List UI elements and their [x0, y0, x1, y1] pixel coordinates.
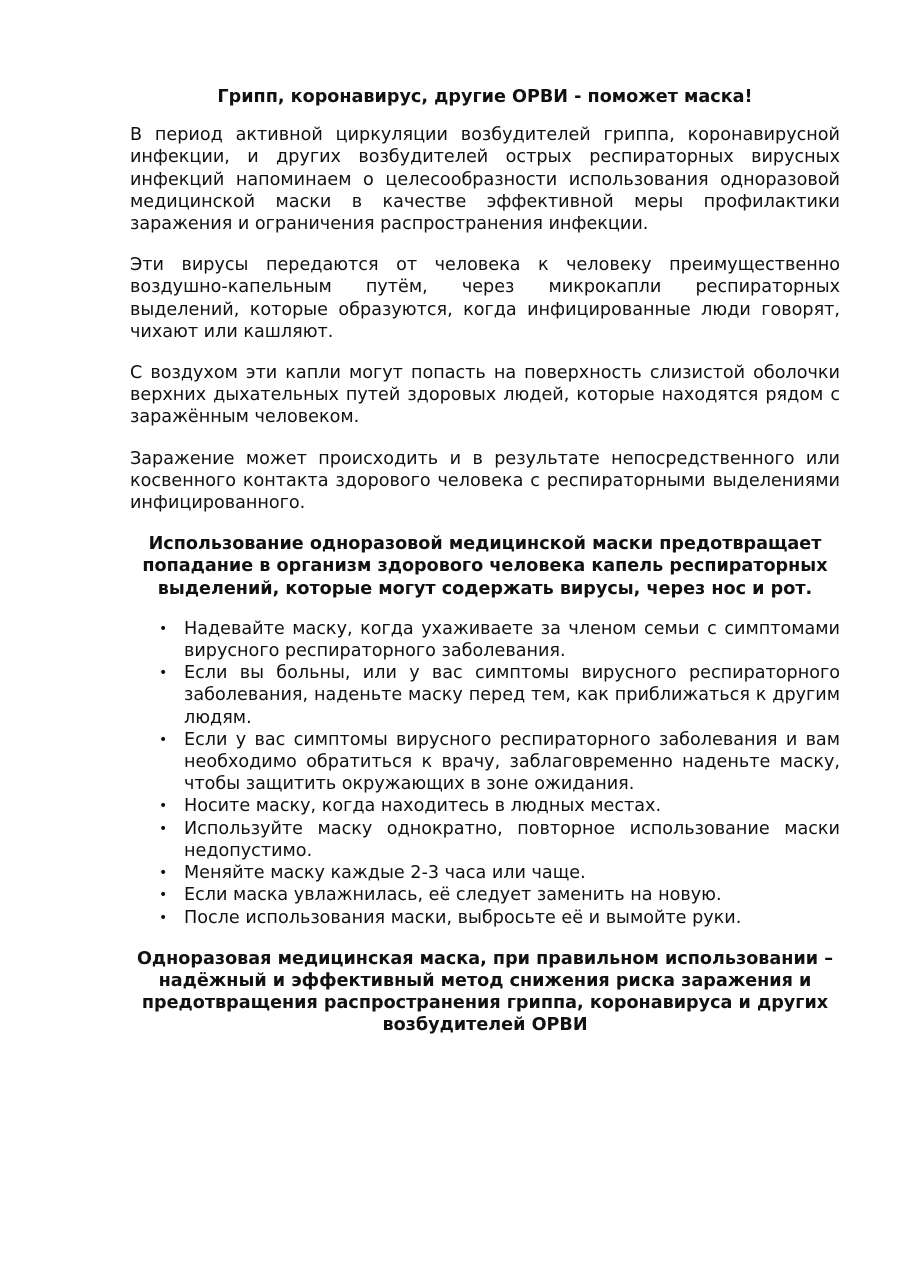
list-item-text: После использования маски, выбросьте её и вымойте руки. [184, 907, 742, 928]
list-item [130, 907, 840, 929]
list-item [130, 618, 840, 662]
bullet-icon: • [159, 620, 168, 637]
document-page [130, 86, 840, 1037]
list-item-text: Носите маску, когда находитесь в людных местах. [184, 796, 662, 817]
bullet-icon: • [159, 909, 168, 926]
paragraph-droplets: С воздухом эти капли могут попасть на поверхность слизистой оболочки верхних дыхательных путей здоровых людей, которые находятся рядом с заражённым человеком. [130, 363, 840, 428]
list-item [130, 662, 840, 729]
list-item-text: Если у вас симптомы вирусного респираторного заболевания и вам необходимо обратиться к врачу, заблаговременно наденьте маску, чтобы защитить окружающих в зоне ожидания. [184, 729, 840, 795]
bullet-icon: • [159, 665, 168, 682]
bullet-icon: • [159, 731, 168, 748]
bullet-icon: • [159, 865, 168, 882]
list-item [130, 795, 840, 817]
list-item-text: Меняйте маску каждые 2-3 часа или чаще. [184, 863, 586, 884]
list-item [130, 884, 840, 906]
list-item-text: Надевайте маску, когда ухаживаете за членом семьи с симптомами вирусного респираторного заболевания. [184, 618, 840, 662]
list-item [130, 729, 840, 796]
recommendations-list [130, 618, 840, 929]
bullet-icon: • [159, 820, 168, 837]
bullet-icon: • [159, 798, 168, 815]
list-item [130, 818, 840, 862]
list-item [130, 862, 840, 884]
list-item-text: Если вы больны, или у вас симптомы вирусного респираторного заболевания, наденьте маску перед тем, как приближаться к другим людям. [184, 663, 840, 728]
bullet-icon: • [159, 887, 168, 904]
list-item-text: Если маска увлажнилась, её следует заменить на новую. [184, 885, 722, 906]
paragraph-circulation: В период активной циркуляции возбудителей гриппа, коронавирусной инфекции, и других возбудителей острых респираторных вирусных инфекций напоминаем о целесообразности использования одноразовой медицинской маски в качестве эффективной меры профилактики заражения и ограничения распространения инфекции. [130, 125, 840, 235]
paragraph-transmission: Эти вирусы передаются от человека к человеку преимущественно воздушно-капельным путём, через микрокапли респираторных выделений, которые образуются, когда инфицированные люди говорят, чихают или кашляют. [130, 255, 840, 342]
document-title: Грипп, коронавирус, другие ОРВИ - поможет маска! [217, 87, 753, 107]
mask-prevention-callout: Использование одноразовой медицинской маски предотвращает попадание в организм здорового человека капель респираторных выделений, которые могут содержать вирусы, через нос и рот. [142, 534, 828, 599]
paragraph-contact: Заражение может происходить и в результате непосредственного или косвенного контакта здорового человека с респираторными выделениями инфицированного. [130, 448, 840, 514]
list-item-text: Используйте маску однократно, повторное использование маски недопустимо. [184, 818, 840, 861]
conclusion-statement: Одноразовая медицинская маска, при правильном использовании – надёжный и эффективный метод снижения риска заражения и предотвращения распространения гриппа, коронавируса и других возбудителей ОРВИ [136, 948, 834, 1036]
